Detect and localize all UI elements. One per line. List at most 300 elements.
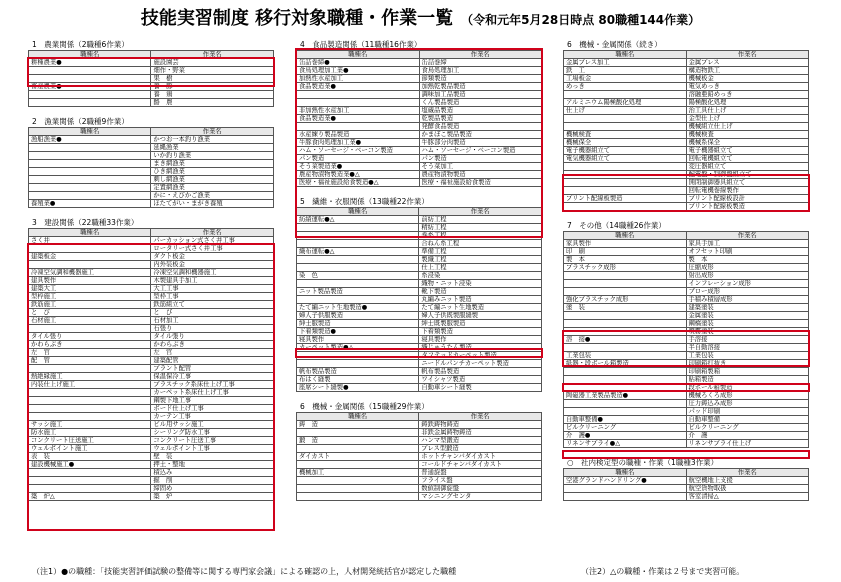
work-name-cell: 製 本 <box>686 256 809 264</box>
job-name-cell: 表 装 <box>29 453 151 461</box>
work-name-cell: 施設園芸 <box>151 59 274 67</box>
work-name-cell: 型枠工事 <box>151 293 274 301</box>
work-name-cell: と び <box>151 309 274 317</box>
job-name-cell: 建築板金 <box>29 253 151 261</box>
work-name-cell: 機械検査 <box>686 131 808 139</box>
job-table <box>28 228 274 501</box>
table-row <box>564 123 809 131</box>
table-row <box>564 272 809 280</box>
job-name-cell: めっき <box>564 83 687 91</box>
table-row <box>297 67 542 75</box>
work-name-cell: 下着類製造 <box>419 328 542 336</box>
work-name-cell: ダクト板金 <box>151 253 274 261</box>
job-table <box>563 50 809 211</box>
work-name-cell: 牛豚部分肉製造 <box>419 139 542 147</box>
table-row <box>297 272 542 280</box>
job-name-cell: 牛豚食肉処理加工業● <box>297 139 420 147</box>
job-name-cell: 下着類製造● <box>297 328 419 336</box>
table-row <box>29 237 274 245</box>
table-row <box>29 176 274 184</box>
table-row <box>29 136 274 144</box>
table-row <box>29 389 274 397</box>
job-name-cell <box>564 288 687 296</box>
job-name-cell: 食品製造業● <box>297 115 420 123</box>
job-name-cell <box>29 192 151 200</box>
table-row <box>29 144 274 152</box>
table-row <box>29 365 274 373</box>
job-name-cell <box>297 232 419 240</box>
work-name-cell: ひき網漁業 <box>151 168 274 176</box>
table-row <box>297 248 542 256</box>
work-name-cell: 金型仕上げ <box>686 115 808 123</box>
job-name-cell: 鍛 造 <box>297 437 419 445</box>
job-name-cell <box>564 344 687 352</box>
job-name-cell: さく井 <box>29 237 151 245</box>
job-name-cell: カーペット製造●△ <box>297 344 419 352</box>
table-row <box>564 493 809 501</box>
work-name-cell: 普通旋盤 <box>419 469 542 477</box>
table-row <box>29 253 274 261</box>
job-name-cell <box>564 328 687 336</box>
table-row <box>29 200 274 208</box>
table-row <box>297 224 542 232</box>
job-name-cell <box>564 408 687 416</box>
job-name-cell <box>297 360 419 368</box>
section-title: 7 その他（14職種26作業） <box>567 221 666 230</box>
column-header-job: 職種名 <box>297 413 419 421</box>
table-header-row <box>564 469 809 477</box>
work-name-cell: 印刷箱打抜き <box>686 360 809 368</box>
work-name-cell: 建築配管 <box>151 357 274 365</box>
work-name-cell: タイル張り <box>151 333 274 341</box>
table-row <box>297 131 542 139</box>
work-name-cell: 変圧器組立て <box>686 163 808 171</box>
work-name-cell: 養 豚 <box>151 83 274 91</box>
work-name-cell: プラスチック系床仕上げ工事 <box>151 381 274 389</box>
work-name-cell: 治工具仕上げ <box>686 107 808 115</box>
work-name-cell: 自動車シート縫製 <box>419 384 542 392</box>
job-name-cell <box>297 461 419 469</box>
table-row <box>297 179 542 187</box>
column-header-job: 職種名 <box>29 229 151 237</box>
work-name-cell: 大工工事 <box>151 285 274 293</box>
table-row <box>564 203 809 211</box>
section-title: 1 農業関係（2職種6作業） <box>32 40 129 49</box>
table-row <box>564 264 809 272</box>
table-row <box>297 123 542 131</box>
table-row <box>297 312 542 320</box>
job-name-cell <box>29 75 151 83</box>
work-name-cell: ボード仕上げ工事 <box>151 405 274 413</box>
work-name-cell: 圧力鋳込み成形 <box>686 400 809 408</box>
work-name-cell: 非鉄金属鋳物鋳造 <box>419 429 542 437</box>
job-name-cell <box>29 325 151 333</box>
work-name-cell: 巻糸工程 <box>419 232 542 240</box>
work-name-cell: ハンマ型鍛造 <box>419 437 542 445</box>
job-name-cell: プリント配線板製造 <box>564 195 687 203</box>
table-row <box>297 115 542 123</box>
work-name-cell: 航空機地上支援 <box>686 477 808 485</box>
job-name-cell: 加熱性水産加工 <box>297 75 420 83</box>
table-row <box>297 368 542 376</box>
job-name-cell <box>564 91 687 99</box>
work-name-cell: パン製造 <box>419 155 542 163</box>
job-name-cell <box>564 179 687 187</box>
table-row <box>564 384 809 392</box>
job-name-cell <box>29 365 151 373</box>
job-name-cell <box>297 256 419 264</box>
work-name-cell: 発酵食品製造 <box>419 123 542 131</box>
table-row <box>564 187 809 195</box>
job-name-cell <box>297 240 419 248</box>
job-name-cell: 仕上げ <box>564 107 687 115</box>
job-name-cell <box>297 445 419 453</box>
job-name-cell: 婦人子供服製造 <box>297 312 419 320</box>
job-name-cell: 機械加工 <box>297 469 419 477</box>
work-name-cell: 積込み <box>151 469 274 477</box>
table-row <box>29 381 274 389</box>
table-row <box>297 469 542 477</box>
table-row <box>297 91 542 99</box>
job-name-cell <box>29 99 151 107</box>
table-row <box>29 301 274 309</box>
table-header-row <box>297 51 542 59</box>
job-name-cell <box>564 400 687 408</box>
job-name-cell <box>29 469 151 477</box>
work-name-cell: 延縄漁業 <box>151 144 274 152</box>
job-name-cell: 機械検査 <box>564 131 687 139</box>
table-row <box>297 445 542 453</box>
job-name-cell: 機械保全 <box>564 139 687 147</box>
table-row <box>564 163 809 171</box>
table-row <box>29 184 274 192</box>
job-table <box>563 231 809 448</box>
work-name-cell: フライス盤 <box>419 477 542 485</box>
page-title <box>0 4 841 28</box>
section-gap <box>563 211 809 221</box>
job-name-cell: 農産物漬物製造業●△ <box>297 171 420 179</box>
work-name-cell: 紳士既製服製造 <box>419 320 542 328</box>
job-name-cell <box>29 397 151 405</box>
work-name-cell: プリント配線板設計 <box>686 195 808 203</box>
job-name-cell: サッシ施工 <box>29 421 151 429</box>
table-row <box>564 344 809 352</box>
job-name-cell: 水産練り製品製造 <box>297 131 420 139</box>
work-name-cell: カーペット系床仕上げ工事 <box>151 389 274 397</box>
table-header-row <box>29 229 274 237</box>
work-name-cell: 畑作・野菜 <box>151 67 274 75</box>
section-title: 5 繊維・衣服関係（13職種22作業） <box>300 197 429 206</box>
table-row <box>297 59 542 67</box>
work-name-cell: 客室清掃△ <box>686 493 808 501</box>
work-name-cell: たて編ニット生地製造 <box>419 304 542 312</box>
table-row <box>29 160 274 168</box>
job-name-cell: リネンサプライ●△ <box>564 440 687 448</box>
job-name-cell: 鋳 造 <box>297 421 419 429</box>
table-row <box>564 131 809 139</box>
work-name-cell: 機械系保全 <box>686 139 808 147</box>
table-row <box>29 67 274 75</box>
work-name-cell: コンクリート圧送工事 <box>151 437 274 445</box>
job-name-cell <box>29 389 151 397</box>
table-row <box>29 269 274 277</box>
work-name-cell: 仕上工程 <box>419 264 542 272</box>
table-row <box>297 139 542 147</box>
table-row <box>297 147 542 155</box>
table-row <box>297 344 542 352</box>
job-name-cell <box>29 152 151 160</box>
job-table <box>28 50 274 107</box>
table-header-row <box>564 232 809 240</box>
job-name-cell: 医療・福祉施設給食製造●△ <box>297 179 420 187</box>
table-row <box>29 91 274 99</box>
job-name-cell: 非加熱性水産加工 <box>297 107 420 115</box>
table-row <box>564 336 809 344</box>
work-name-cell: ワイシャツ製造 <box>419 376 542 384</box>
work-name-cell: 開閉制御器具組立て <box>686 179 808 187</box>
section-title: 6 機械・金属関係（続き） <box>567 40 662 49</box>
job-name-cell: 熱絶縁施工 <box>29 373 151 381</box>
job-name-cell: かわらぶき <box>29 341 151 349</box>
table-row <box>29 168 274 176</box>
work-name-cell: 精紡工程 <box>419 224 542 232</box>
column-1 <box>28 40 274 501</box>
table-row <box>29 477 274 485</box>
job-name-cell <box>29 67 151 75</box>
job-name-cell <box>297 224 419 232</box>
section-title: 6 機械・金属関係（15職種29作業） <box>300 402 429 411</box>
section-title: 3 建設関係（22職種33作業） <box>32 218 139 227</box>
table-header-row <box>297 208 542 216</box>
table-row <box>297 320 542 328</box>
job-name-cell: 紙器・段ボール箱製造 <box>564 360 687 368</box>
work-name-cell: 帆布製品製造 <box>419 368 542 376</box>
work-name-cell: かつお一本釣り漁業 <box>151 136 274 144</box>
work-name-cell: 乾製品製造 <box>419 115 542 123</box>
job-name-cell: 築 炉△ <box>29 493 151 501</box>
table-row <box>29 245 274 253</box>
table-row <box>564 59 809 67</box>
table-row <box>29 373 274 381</box>
job-name-cell: ダイカスト <box>297 453 419 461</box>
work-name-cell: ブロー成形 <box>686 288 809 296</box>
column-header-work: 作業名 <box>686 51 808 59</box>
job-name-cell: 紡績運転●△ <box>297 216 419 224</box>
job-name-cell: 織布運転●△ <box>297 248 419 256</box>
job-name-cell: 冷凍空気調和機器施工 <box>29 269 151 277</box>
table-row <box>29 437 274 445</box>
job-table <box>28 127 274 208</box>
section-gap <box>296 392 542 402</box>
work-name-cell: 定置網漁業 <box>151 184 274 192</box>
work-name-cell: 手溶接 <box>686 336 809 344</box>
work-name-cell: 建築塗装 <box>686 304 809 312</box>
table-row <box>297 429 542 437</box>
job-name-cell: 電気機器組立て <box>564 155 687 163</box>
work-name-cell: 丸編みニット製造 <box>419 296 542 304</box>
footnote-2: （注2）△の職種・作業は２号まで実習可能。 <box>581 567 745 576</box>
job-name-cell <box>297 429 419 437</box>
job-name-cell: 帆布製品製造 <box>297 368 419 376</box>
job-name-cell: 缶詰巻締● <box>297 59 420 67</box>
table-row <box>564 288 809 296</box>
job-name-cell <box>564 312 687 320</box>
table-row <box>29 357 274 365</box>
table-row <box>564 280 809 288</box>
work-name-cell: 締固め <box>151 485 274 493</box>
job-name-cell: 養殖業● <box>29 200 151 208</box>
job-name-cell <box>297 264 419 272</box>
job-table <box>296 207 542 392</box>
job-name-cell: 工業包装 <box>564 352 687 360</box>
work-name-cell: 金属塗装 <box>686 312 809 320</box>
work-name-cell: 節類製造 <box>419 75 542 83</box>
table-header-row <box>29 128 274 136</box>
table-row <box>297 477 542 485</box>
job-name-cell: 防水施工 <box>29 429 151 437</box>
job-name-cell: 強化プラスチック成形 <box>564 296 687 304</box>
job-name-cell <box>29 91 151 99</box>
column-header-job: 職種名 <box>297 208 419 216</box>
table-row <box>297 384 542 392</box>
column-header-work: 作業名 <box>151 229 274 237</box>
job-table <box>563 468 809 501</box>
job-name-cell: アルミニウム陽極酸化処理 <box>564 99 687 107</box>
job-name-cell <box>29 477 151 485</box>
work-name-cell: プラント配管 <box>151 365 274 373</box>
section-gap <box>28 208 274 218</box>
table-row <box>297 376 542 384</box>
job-name-cell <box>29 413 151 421</box>
table-row <box>297 264 542 272</box>
work-name-cell: 築 炉 <box>151 493 274 501</box>
column-header-job: 職種名 <box>29 128 151 136</box>
job-name-cell <box>564 115 687 123</box>
table-row <box>564 99 809 107</box>
work-name-cell: 掘 削 <box>151 477 274 485</box>
job-name-cell: 金属プレス加工 <box>564 59 687 67</box>
table-row <box>297 216 542 224</box>
job-name-cell <box>297 296 419 304</box>
table-row <box>297 75 542 83</box>
table-row <box>29 293 274 301</box>
work-name-cell: 数値制御旋盤 <box>419 485 542 493</box>
work-name-cell: くん製品製造 <box>419 99 542 107</box>
table-row <box>29 341 274 349</box>
column-header-work: 作業名 <box>151 128 274 136</box>
table-row <box>29 405 274 413</box>
job-name-cell <box>564 485 687 493</box>
table-row <box>29 469 274 477</box>
job-name-cell <box>29 405 151 413</box>
column-3 <box>563 40 809 501</box>
job-name-cell <box>564 203 687 211</box>
table-row <box>29 99 274 107</box>
job-name-cell: 鉄 工 <box>564 67 687 75</box>
work-name-cell: そう菜加工 <box>419 163 542 171</box>
job-name-cell: 建築大工 <box>29 285 151 293</box>
table-row <box>297 107 542 115</box>
work-name-cell: 鋼橋塗装 <box>686 320 809 328</box>
table-row <box>564 392 809 400</box>
job-name-cell: たて編ニット生地製造● <box>297 304 419 312</box>
job-name-cell: 内装仕上げ施工 <box>29 381 151 389</box>
table-row <box>564 400 809 408</box>
table-row <box>297 328 542 336</box>
column-header-job: 職種名 <box>564 51 687 59</box>
table-row <box>564 352 809 360</box>
table-row <box>564 107 809 115</box>
work-name-cell: ほたてがい・まがき養殖 <box>151 200 274 208</box>
table-row <box>564 171 809 179</box>
work-name-cell: 果 樹 <box>151 75 274 83</box>
column-header-job: 職種名 <box>29 51 151 59</box>
work-name-cell: 押土・整地 <box>151 461 274 469</box>
work-name-cell: 織じゅうたん製造 <box>419 344 542 352</box>
table-row <box>29 461 274 469</box>
job-name-cell <box>564 163 687 171</box>
table-row <box>564 248 809 256</box>
work-name-cell: 射出成形 <box>686 272 809 280</box>
work-name-cell: まき網漁業 <box>151 160 274 168</box>
table-row <box>564 376 809 384</box>
work-name-cell: 冷凍空気調和機器施工 <box>151 269 274 277</box>
work-name-cell: リネンサプライ仕上げ <box>686 440 809 448</box>
table-row <box>297 493 542 501</box>
job-name-cell: 布はく縫製 <box>297 376 419 384</box>
work-name-cell: 靴下製造 <box>419 288 542 296</box>
table-row <box>297 360 542 368</box>
table-row <box>29 325 274 333</box>
work-name-cell: 金属プレス <box>686 59 808 67</box>
job-name-cell: 畜産農業● <box>29 83 151 91</box>
job-name-cell <box>564 272 687 280</box>
table-row <box>29 453 274 461</box>
table-row <box>297 461 542 469</box>
title-main: 技能実習制度 移行対象職種・作業一覧 <box>140 8 454 29</box>
work-name-cell: タフテッドカーペット製造 <box>419 352 542 360</box>
work-name-cell: 航空貨物取扱 <box>686 485 808 493</box>
work-name-cell: マシニングセンタ <box>419 493 542 501</box>
work-name-cell: ホットチャンバダイカスト <box>419 453 542 461</box>
work-name-cell: 機械組立仕上げ <box>686 123 808 131</box>
job-name-cell: 染 色 <box>297 272 419 280</box>
table-row <box>29 75 274 83</box>
job-name-cell: と び <box>29 309 151 317</box>
work-name-cell: 電子機器組立て <box>686 147 808 155</box>
job-name-cell: 左 官 <box>29 349 151 357</box>
job-name-cell: 食品製造業● <box>297 83 420 91</box>
work-name-cell: 陽極酸化処理 <box>686 99 808 107</box>
table-row <box>297 304 542 312</box>
job-name-cell: 食鳥処理加工業● <box>297 67 420 75</box>
work-name-cell: 前紡工程 <box>419 216 542 224</box>
table-row <box>29 429 274 437</box>
work-name-cell: 機械板金 <box>686 75 808 83</box>
table-row <box>564 416 809 424</box>
work-name-cell: かに・えびかご漁業 <box>151 192 274 200</box>
work-name-cell: 噴霧塗装 <box>686 328 809 336</box>
table-row <box>29 59 274 67</box>
table-row <box>564 360 809 368</box>
table-header-row <box>564 51 809 59</box>
work-name-cell: ハム・ソーセージ・ベーコン製造 <box>419 147 542 155</box>
job-name-cell: 工場板金 <box>564 75 687 83</box>
job-name-cell <box>564 187 687 195</box>
table-row <box>297 99 542 107</box>
work-name-cell: プリント配線板製造 <box>686 203 808 211</box>
work-name-cell: 鉄筋組立て <box>151 301 274 309</box>
